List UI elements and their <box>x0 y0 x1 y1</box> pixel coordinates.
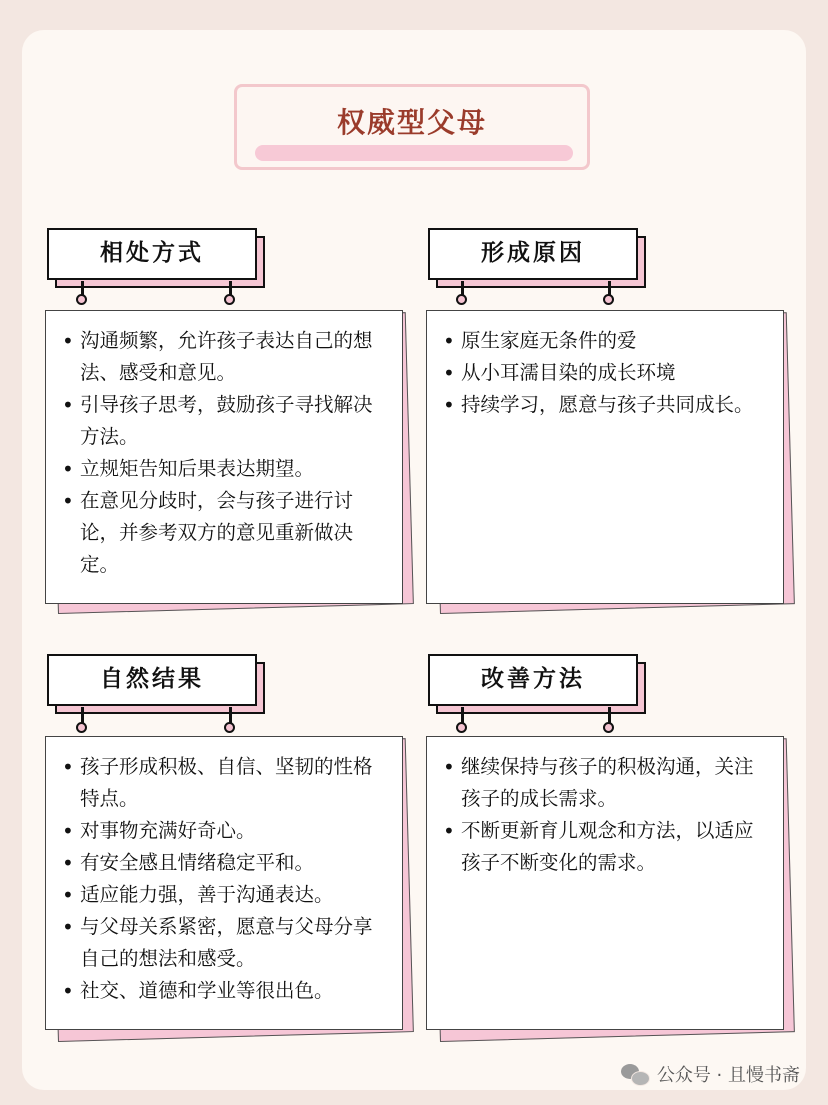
title-box <box>234 84 590 170</box>
list-item: • 立规矩告知后果表达期望。 <box>62 453 388 485</box>
note-card <box>426 736 784 1030</box>
section-heading: 形成原因 <box>428 228 638 280</box>
item-list <box>62 325 388 581</box>
note-card <box>426 310 784 604</box>
list-item: • 引导孩子思考，鼓励孩子寻找解决方法。 <box>62 389 388 453</box>
pin <box>224 294 235 305</box>
footer-watermark <box>621 1060 800 1088</box>
list-item: • 有安全感且情绪稳定平和。 <box>62 847 388 879</box>
list-item: • 不断更新育儿观念和方法，以适应孩子不断变化的需求。 <box>443 815 769 879</box>
list-item: • 沟通频繁，允许孩子表达自己的想法、感受和意见。 <box>62 325 388 389</box>
list-item: • 原生家庭无条件的爱 <box>443 325 769 357</box>
item-list <box>443 325 769 421</box>
pin <box>76 722 87 733</box>
list-item: • 适应能力强，善于沟通表达。 <box>62 879 388 911</box>
list-item: • 对事物充满好奇心。 <box>62 815 388 847</box>
list-item: • 从小耳濡目染的成长环境 <box>443 357 769 389</box>
page-title: 权威型父母 <box>336 106 487 139</box>
note-card <box>45 736 403 1030</box>
list-item: • 持续学习，愿意与孩子共同成长。 <box>443 389 769 421</box>
section-heading: 相处方式 <box>47 228 257 280</box>
pin <box>603 722 614 733</box>
note-card <box>45 310 403 604</box>
title-underline-bar <box>255 145 573 161</box>
list-item: • 与父母关系紧密，愿意与父母分享自己的想法和感受。 <box>62 911 388 975</box>
footer-text: 公众号 · 且慢书斋 <box>656 1065 800 1086</box>
item-list <box>443 751 769 879</box>
pin <box>603 294 614 305</box>
list-item: • 社交、道德和学业等很出色。 <box>62 975 388 1007</box>
pin <box>224 722 235 733</box>
list-item: • 在意见分歧时，会与孩子进行讨论，并参考双方的意见重新做决定。 <box>62 485 388 581</box>
list-item: • 继续保持与孩子的积极沟通，关注孩子的成长需求。 <box>443 751 769 815</box>
section-heading: 改善方法 <box>428 654 638 706</box>
item-list <box>62 751 388 1007</box>
pin <box>456 722 467 733</box>
list-item: • 孩子形成积极、自信、坚韧的性格特点。 <box>62 751 388 815</box>
wechat-icon <box>621 1062 651 1086</box>
section-heading: 自然结果 <box>47 654 257 706</box>
pin <box>456 294 467 305</box>
pin <box>76 294 87 305</box>
